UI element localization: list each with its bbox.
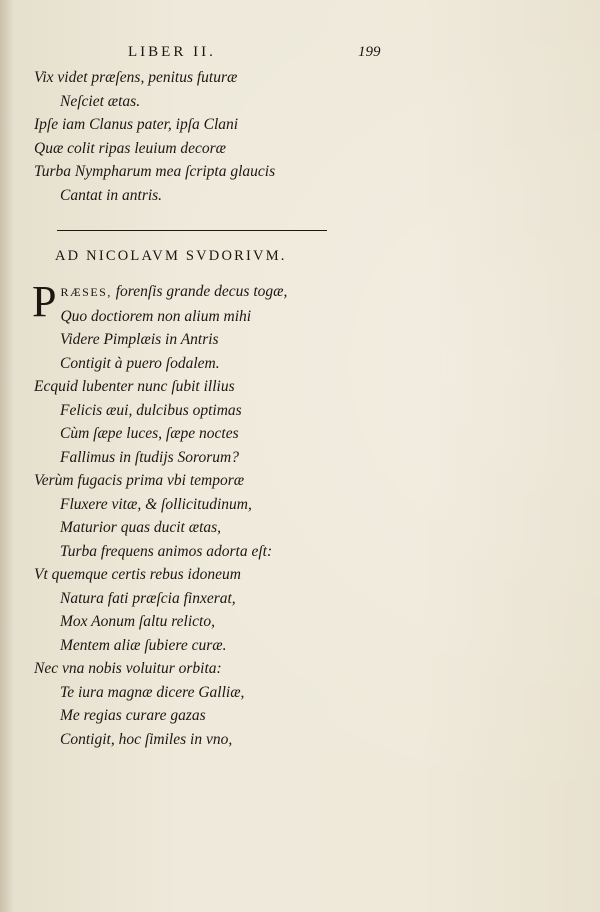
verse-line: Neſciet ætas.	[60, 92, 141, 110]
verse-line: Turba Nympharum mea ſcripta glaucis	[34, 163, 276, 180]
poem-title: AD NICOLAVM SVDORIVM.	[55, 248, 287, 264]
verse-line: Vix videt præſens, penitus futuræ	[34, 69, 238, 86]
verse-line: Contigit à puero ſodalem.	[60, 354, 220, 372]
verse-line: Cantat in antris.	[60, 186, 163, 204]
verse-line: Verùm fugacis prima vbi temporæ	[34, 472, 245, 489]
verse-line: Natura fati præſcia finxerat,	[60, 589, 236, 607]
verse-line: Felicis æui, dulcibus optimas	[60, 401, 242, 419]
verse-line: Ipſe iam Clanus pater, ipſa Clani	[34, 116, 239, 133]
first-word-smallcaps: RÆSES,	[60, 285, 112, 299]
first-line-rest: forenſis grande decus togæ,	[111, 283, 288, 300]
running-head: LIBER II.	[128, 44, 216, 60]
page-number: 199	[358, 44, 381, 60]
verse-line: Maturior quas ducit ætas,	[60, 519, 222, 536]
verse-line: Vt quemque certis rebus idoneum	[34, 566, 241, 583]
drop-cap: P	[32, 277, 57, 326]
verse-line: Turba frequens animos adorta eſt:	[60, 542, 273, 560]
verse-line: Cùm ſæpe luces, ſæpe noctes	[60, 425, 239, 442]
stanza-top	[34, 66, 275, 207]
verse-line: Mentem aliæ ſubiere curæ.	[60, 636, 227, 654]
verse-line: Fluxere vitæ, & ſollicitudinum,	[60, 495, 252, 513]
verse-line: Me regias curare gazas	[60, 707, 206, 724]
verse-line: Contigit, hoc ſimiles in vno,	[60, 730, 233, 748]
verse-line: Ecquid lubenter nunc ſubit illius	[34, 378, 235, 395]
poem-body	[32, 277, 288, 751]
verse-line: Videre Pimplæis in Antris	[60, 331, 219, 348]
verse-line: Mox Aonum ſaltu relicto,	[60, 613, 215, 630]
gutter-shadow	[0, 0, 14, 912]
verse-line: Quo doctiorem non alium mihi	[60, 307, 252, 325]
verse-line: Te iura magnæ dicere Galliæ,	[60, 683, 245, 701]
verse-line: Fallimus in ſtudijs Sororum?	[60, 448, 239, 466]
page-header	[0, 44, 600, 64]
verse-line: Nec vna nobis voluitur orbita:	[34, 660, 222, 677]
section-rule	[57, 230, 327, 231]
verse-line: Quæ colit ripas leuium decoræ	[34, 139, 227, 157]
